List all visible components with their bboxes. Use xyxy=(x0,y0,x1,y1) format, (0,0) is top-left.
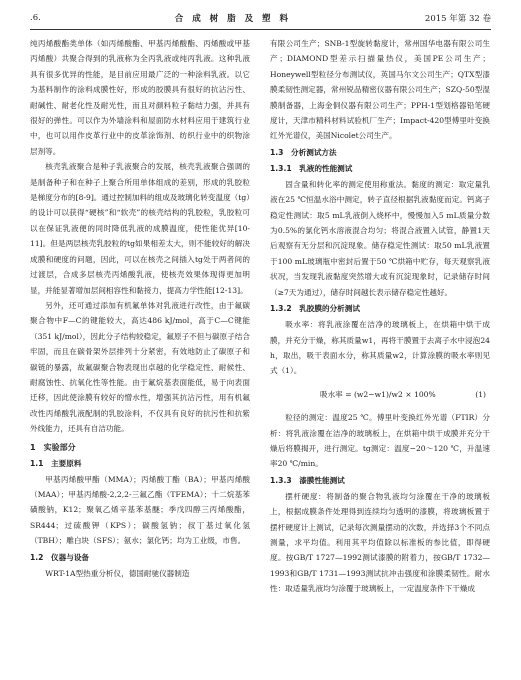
issue-info: 2015 年第 32 卷 xyxy=(424,14,491,24)
emulsion-tests-paragraph: 固含量和转化率的测定使用称重法。黏度的测定：取定量乳液在25 ℃恒温水浴中测定，转子直径根据乳液黏度而定。钙离子稳定性测试：取5 mL乳液倒入烧杯中，慢慢加入5 mL质量分数为0.5%的氯化钙水溶液混合均匀；将混合液置入试管，静置1天后观察有无分层和沉淀现象。储存稳定性测试：取50 mL乳液置于100 mL玻璃瓶中密封后置于50 ℃烘箱中贮存，每天观察乳液状况，当发现乳液黏度突然增大或有沉淀现象时，记录储存时间（≥7天为通过），储存时间越长表示储存稳定性越好。 xyxy=(270,179,490,297)
formula-number: (1) xyxy=(475,389,486,399)
section-coating-tests: 1.3.3 漆膜性能测试 xyxy=(270,475,345,485)
section-instruments: 1.2 仪器与设备 xyxy=(30,552,90,562)
section-film-analysis: 1.3.2 乳胶膜的分析测试 xyxy=(270,304,360,314)
particle-size-paragraph: 粒径的测定：温度25 ℃。傅里叶变换红外光谱（FTIR）分析：将乳液涂覆在洁净的玻璃板上，在烘箱中烘干成膜并充分干燥后将膜揭开，进行测定。tg测定：温度−20～120 ℃，升温速率20 ℃/min。 xyxy=(270,413,490,469)
formula-expression: 吸水率 = (w2−w1)/w2 × 100% xyxy=(320,389,436,399)
left-column xyxy=(30,36,250,581)
materials-paragraph: 甲基丙烯酸甲酯（MMA）；丙烯酸丁酯（BA）；甲基丙烯酸（MAA）；甲基丙烯酸-2,2,2-三氟乙酯（TFEMA）；十二烷基苯磺酸钠，K12；聚氧乙烯辛基苯基醚；季戊四醇三丙烯酸酯，SR444；过硫酸钾（KPS）；碳酸氢钠；叔丁基过氧化氢（TBH）；雕白块（SFS）；氨水；氯化钙；均为工业级，市售。 xyxy=(30,474,250,546)
section-experimental: 1 实验部分 xyxy=(30,442,76,452)
fluorine-paragraph: 另外，还可通过添加有机氟单体对乳液进行改性，由于氟碳聚合物中F—C的键能较大，高达486 kJ/mol，高于C—C键能（351 kJ/mol），因此分子结构较稳定，氟原子不但与碳原子结合牢固，而且在碳骨架外层排列十分紧密，有效地防止了碳原子和碳链的暴露，故氟碳聚合物表现出卓越的化学稳定性、耐候性、耐腐蚀性、抗氧化性等性能。由于氟烷基表面能低，易于向表面迁移，因此使涂膜有较好的憎水性，增强其抗沾污性，用有机氟改性丙烯酸乳液配制的乳胶涂料，不仅具有良好的抗污性和抗紫外线能力，还具有自洁功能。 xyxy=(30,300,250,434)
intro-paragraph-1: 纯丙烯酸酯类单体（如丙烯酸酯、甲基丙烯酸酯、丙烯酸或甲基丙烯酸）共聚合得到的乳液称为全丙乳液或纯丙乳液。这种乳液具有很多优异的性能，是目前应用最广泛的一种涂料乳液。以它为基料制作的涂料成膜性好，形成的胶膜具有很好的抗沾污性、耐碱性、耐老化性及耐光性，而且对颜料粒子黏结力强，并具有很好的弹性。可以作为外墙涂料和屋面防水材料应用于建筑行业中，也可以用作皮革行业中的皮革涂饰剂、纺织行业中的织物涂层剂等。 xyxy=(30,39,250,156)
water-absorption-formula xyxy=(270,387,490,402)
core-shell-paragraph: 核壳乳液聚合是种子乳液聚合的发展，核壳乳液聚合强调的是制备种子和在种子上聚合所用单体组成的差别，形成的乳胶粒是梯度分布的[8-9]。通过控制加料的组成及玻璃化转变温度（tg）的设计可以获得“硬核”和“软壳”的核壳结构的乳胶粒，乳胶粒可以在保证乳液便的同时降低乳液的成膜温度，使性能优异[10-11]。但是两层核壳乳胶粒的tg如果相差太大，则不能较好的解决成膜和硬度的问题，因此，可以在核壳之间插入tg处于两者间的过渡层，合成多层核壳丙烯酸乳液，使核壳效果体现得更加明显，并能显著增加层间相容性和黏接力，提高力学性能[12-13]。 xyxy=(30,162,250,295)
section-testing-methods: 1.3 分析测试方法 xyxy=(270,147,337,157)
journal-title: 合 成 树 脂 及 塑 料 xyxy=(174,14,291,24)
page-number: .6. xyxy=(30,13,41,23)
section-emulsion-tests: 1.3.1 乳液的性能测试 xyxy=(270,163,353,173)
instruments-paragraph-cont: 有限公司生产；SNB-1型旋转黏度计，常州国华电器有限公司生产；DIAMOND型差示扫描量热仪，美国PE公司生产；Honeywell型粒径分布测试仪，英国马尔文公司生产；QTX型漆膜柔韧性测定器，常州锐品精密仪器有限公司生产；SZQ-50型湿膜制备器，上海金侗仪器有限公司生产；PPH-1型划格器铅笔硬度计，天津市精科材料试验机厂生产；Impact-420型傅里叶变换红外光谱仪，美国Nicolet公司生产。 xyxy=(270,39,490,141)
page-header xyxy=(30,10,491,30)
water-absorption-paragraph: 吸水率：将乳液涂覆在洁净的玻璃板上，在烘箱中烘干成膜，并充分干燥，称其质量w1，再将干膜置于去离子水中浸泡24 h，取出，吸干表面水分，称其质量w2，计算涂膜的吸水率则见式（1）。 xyxy=(270,320,490,376)
instruments-paragraph-start: WRT-1A型热重分析仪，德国耐驰仪器制造 xyxy=(45,568,190,578)
hardness-paragraph: 摆杆硬度：将制备的聚合物乳液均匀涂覆在干净的玻璃板上，根据成膜条件处理得到连续均匀透明的漆膜，将玻璃板置于摆杆硬度计上测试，记录每次测量摆动的次数，并选择3个不同点测量，求平均值。利用其平均值除以标准板的参比值，即得硬度。按GB/T 1727—1992测试漆膜的附着力，按GB/T 1732—1993和GB/T 1731—1993测试抗冲击强度和涂膜柔韧性。耐水性：取适量乳液均匀涂覆于玻璃板上，一定温度条件下干燥成 xyxy=(270,491,490,594)
right-column xyxy=(270,36,490,597)
section-materials: 1.1 主要原料 xyxy=(30,458,82,468)
